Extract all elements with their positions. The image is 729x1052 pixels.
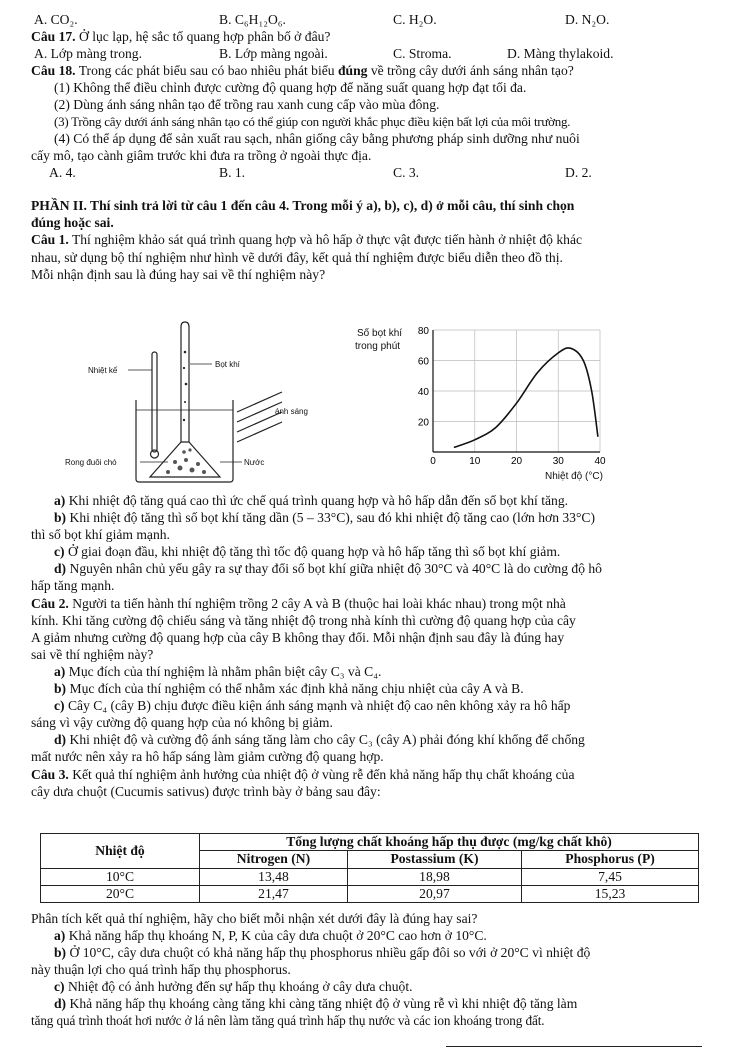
- table-cell: 7,45: [522, 868, 699, 885]
- thermometer-icon: [152, 352, 157, 452]
- label-plant: Rong đuôi chó: [65, 458, 117, 467]
- q18-label: Câu 18.: [31, 63, 76, 78]
- q18-option-c: C. 3.: [393, 165, 420, 180]
- c2-statement-b: b) Mục đích của thí nghiệm có thể nhằm xác định khả năng chịu nhiệt của cây A và B.: [54, 681, 524, 696]
- label-thermometer: Nhiệt kế: [88, 366, 118, 375]
- table-row: [41, 885, 699, 902]
- label-water: Nước: [244, 458, 265, 467]
- table-header-temperature: Nhiệt độ: [41, 834, 200, 869]
- c1-statement-c: c) Ở giai đoạn đầu, khi nhiệt độ tăng thì tốc độ quang hợp và hô hấp tăng thì số bọt khí giảm.: [54, 544, 561, 559]
- c3-label: Câu 3.: [31, 767, 69, 782]
- c3-line: Câu 3. Kết quả thí nghiệm ảnh hưởng của nhiệt độ ở vùng rễ đến khả năng hấp thụ chất khoáng của: [31, 767, 575, 782]
- chart-ylabel-line2: trong phút: [355, 341, 401, 352]
- c1-statement-a: a) Khi nhiệt độ tăng quá cao thì ức chế quá trình quang hợp và hô hấp dẫn đến số bọt khí tăng.: [54, 493, 569, 508]
- q18-question: [31, 63, 574, 79]
- table-cell: 21,47: [200, 885, 348, 902]
- q18-text-after: về trồng cây dưới ánh sáng nhân tạo?: [370, 63, 574, 78]
- chart-xlabel: Nhiệt độ (°C): [545, 471, 603, 482]
- q17-option-c: C. Stroma.: [393, 46, 452, 61]
- c1-statement-b-cont: thì số bọt khí giảm mạnh.: [31, 527, 170, 542]
- c2-statement-c-cont: sáng vì vậy cường độ quang hợp của nó không bị giảm.: [31, 715, 333, 730]
- table-row: [41, 868, 699, 885]
- table-header-col: Nitrogen (N): [200, 851, 348, 868]
- table-header-col: Phosphorus (P): [522, 851, 699, 868]
- chart-series-line: [454, 348, 598, 448]
- table-cell: 20,97: [347, 885, 521, 902]
- label-light: ánh sáng: [275, 407, 308, 416]
- test-tube: [181, 322, 189, 442]
- c3-statement-a: a) Khả năng hấp thụ khoáng N, P, K của cây dưa chuột ở 20°C cao hơn ở 10°C.: [54, 928, 487, 943]
- chart-x-tick-label: 10: [469, 456, 481, 467]
- bubbles-vs-temperature-chart: [355, 322, 715, 482]
- q18-item: (4) Có thể áp dụng để sản xuất rau sạch, nhân giống cây bằng phương pháp sinh dưỡng như nuôi: [54, 131, 580, 146]
- q18-text-bold: đúng: [337, 63, 368, 78]
- chart-y-tick-label: 60: [417, 356, 429, 368]
- q18-item: (1) Không thể điều chỉnh được cường độ quang hợp để năng suất quang hợp đạt tối đa.: [54, 80, 527, 95]
- c1-statement-d: d) Nguyên nhân chủ yếu gây ra sự thay đổi số bọt khí giữa nhiệt độ 30°C và 40°C là do cường độ hô: [54, 561, 602, 576]
- c2-line: kính. Khi tăng cường độ chiếu sáng và tăng nhiệt độ trong nhà kính thì cường độ quang hợp của cây: [31, 613, 576, 628]
- q18-option-b: B. 1.: [219, 165, 246, 180]
- chart-x-tick-label: 30: [552, 456, 564, 467]
- c1-line: Mỗi nhận định sau là đúng hay sai về thí nghiệm này?: [31, 267, 326, 282]
- q18-option-d: D. 2.: [565, 165, 592, 180]
- beaker-outline: [136, 400, 233, 482]
- c1-label: Câu 1.: [31, 232, 69, 247]
- c1-text: Thí nghiệm khảo sát quá trình quang hợp và hô hấp ở thực vật được tiến hành ở nhiệt độ khác: [71, 232, 583, 247]
- chart-y-tick-label: 40: [417, 387, 429, 398]
- bubbles-icon: [183, 351, 187, 422]
- q17-option-a: A. Lớp màng trong.: [34, 46, 142, 61]
- c2-line: sai về thí nghiệm này?: [31, 647, 154, 662]
- part2-title-line2: đúng hoặc sai.: [31, 215, 114, 230]
- q16-option-c: C. H₂O.: [393, 12, 437, 27]
- c3-statement-c: c) Nhiệt độ có ảnh hưởng đến sự hấp thụ khoáng ở cây dưa chuột.: [54, 979, 413, 994]
- q18-option-a: A. 4.: [49, 165, 76, 180]
- table-cell: 20°C: [41, 885, 200, 902]
- chart-y-tick-label: 20: [417, 417, 429, 429]
- experiment-apparatus-figure: [65, 322, 355, 487]
- q16-option-d: D. N₂O.: [565, 12, 610, 27]
- c1-line: nhau, sử dụng bộ thí nghiệm như hình vẽ dưới đây, kết quả thí nghiệm được biểu diễn theo đồ thị.: [31, 250, 563, 265]
- mineral-uptake-table: [40, 833, 699, 903]
- table-cell: 10°C: [41, 868, 200, 885]
- table-header-col: Postassium (K): [347, 851, 521, 868]
- q17-question: [31, 29, 330, 45]
- chart-x-tick-label: 40: [594, 456, 606, 467]
- c3-statement-b: b) Ở 10°C, cây dưa chuột có khả năng hấp thụ phosphorus nhiều gấp đôi so với ở 20°C vì nhiệt độ: [54, 945, 591, 960]
- q16-option-b: B. C₆H₁₂O₆.: [219, 12, 286, 27]
- c2-statement-c: c) Cây C₄ (cây B) chịu được điều kiện ánh sáng mạnh và nhiệt độ cao nên không xảy ra hô hấp: [54, 698, 571, 713]
- table-header-total: Tổng lượng chất khoáng hấp thụ được (mg/kg chất khô): [200, 834, 699, 851]
- part2-title-line1: PHẦN II. Thí sinh trả lời từ câu 1 đến câu 4. Trong mỗi ý a), b), c), d) ở mỗi câu, thí sinh chọn: [31, 198, 575, 213]
- chart-y-tick-label: 80: [417, 326, 429, 337]
- c3-line: cây dưa chuột (Cucumis sativus) được trình bày ở bảng sau đây:: [31, 784, 381, 799]
- c3-statement-d-cont: tăng quá trình thoát hơi nước ở lá nên làm tăng quá trình hấp thụ nước và các ion khoáng trong đất.: [31, 1013, 545, 1028]
- q17-label: Câu 17.: [31, 29, 76, 44]
- q17-option-d: D. Màng thylakoid.: [507, 46, 614, 61]
- label-bubbles: Bọt khí: [215, 360, 240, 369]
- thermometer-bulb: [151, 450, 159, 458]
- c1-statement-b: b) Khi nhiệt độ tăng thì số bọt khí tăng dần (5 – 33°C), sau đó khi nhiệt độ tăng cao (lớn hơn 33°C): [54, 510, 596, 525]
- c2-statement-a: a) Mục đích của thí nghiệm là nhằm phân biệt cây C₃ và C₄.: [54, 664, 382, 679]
- c1-line: [31, 232, 582, 248]
- c3-statement-b-cont: này thuận lợi cho quá trình hấp thụ phosphorus.: [31, 962, 291, 977]
- table-cell: 15,23: [522, 885, 699, 902]
- q18-item: (2) Dùng ánh sáng nhân tạo để trồng rau xanh cung cấp vào mùa đông.: [54, 97, 440, 112]
- c2-statement-d: d) Khi nhiệt độ và cường độ ánh sáng tăng làm cho cây C₃ (cây A) phải đóng khí khổng để chống: [54, 732, 585, 747]
- table-cell: 13,48: [200, 868, 348, 885]
- c2-label: Câu 2.: [31, 596, 69, 611]
- c2-line: Câu 2. Người ta tiến hành thí nghiệm trồng 2 cây A và B (thuộc hai loài khác nhau) trong một nhà: [31, 596, 566, 611]
- c2-line: A giảm nhưng cường độ quang hợp của cây B không thay đổi. Mỗi nhận định sau đây là đúng hay: [31, 630, 565, 645]
- q18-item: cấy mô, tạo cành giâm trước khi đưa ra trồng ở ngoài thực địa.: [31, 148, 372, 163]
- q16-option-a: A. CO₂.: [34, 12, 78, 27]
- chart-ylabel-line1: Số bọt khí: [357, 328, 403, 339]
- q17-option-b: B. Lớp màng ngoài.: [219, 46, 328, 61]
- q17-text: Ở lục lạp, hệ sắc tố quang hợp phân bố ở đâu?: [78, 29, 331, 44]
- table-cell: 18,98: [347, 868, 521, 885]
- chart-x-tick-label: 20: [510, 456, 523, 467]
- c3-statement-d: d) Khả năng hấp thụ khoáng càng tăng khi càng tăng nhiệt độ ở vùng rễ vì khi nhiệt độ tăng làm: [54, 996, 578, 1011]
- chart-x-tick-label: 0: [430, 456, 436, 467]
- c1-statement-d-cont: hấp tăng mạnh.: [31, 578, 115, 593]
- q18-text-before: Trong các phát biểu sau có bao nhiêu phát biểu: [78, 63, 335, 78]
- c3-prompt: Phân tích kết quả thí nghiệm, hãy cho biết mỗi nhận xét dưới đây là đúng hay sai?: [31, 911, 478, 926]
- bottom-rule: [446, 1046, 702, 1047]
- c2-statement-d-cont: mất nước nên xảy ra hô hấp sáng làm giảm cường độ quang hợp.: [31, 749, 384, 764]
- q18-item: (3) Trồng cây dưới ánh sáng nhân tạo có thể giúp con người khắc phục điều kiện bất lợi của môi trường.: [54, 114, 571, 129]
